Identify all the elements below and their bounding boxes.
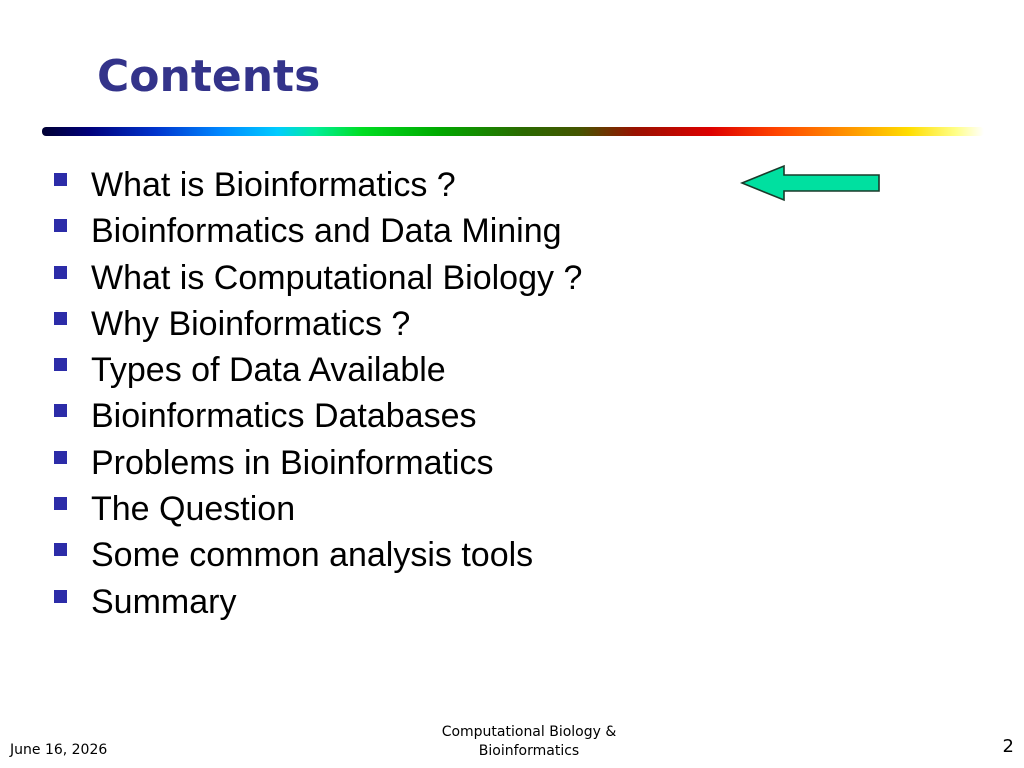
square-bullet-icon — [54, 312, 67, 325]
square-bullet-icon — [54, 358, 67, 371]
square-bullet-icon — [54, 266, 67, 279]
footer-date: June 16, 2026 — [10, 742, 108, 758]
list-item — [54, 162, 582, 208]
list-item-text: The Question — [91, 490, 296, 529]
list-item — [54, 532, 582, 578]
square-bullet-icon — [54, 219, 67, 232]
list-item — [54, 255, 582, 301]
contents-list — [54, 162, 582, 625]
list-item-text: What is Bioinformatics ? — [91, 166, 456, 204]
footer-title-line: Computational Biology & — [441, 724, 617, 740]
list-item-text: Bioinformatics and Data Mining — [91, 212, 562, 251]
list-item — [54, 208, 582, 254]
list-item-text: Types of Data Available — [91, 351, 446, 390]
rainbow-divider — [42, 127, 984, 136]
footer-title — [379, 723, 679, 761]
list-item — [54, 486, 582, 532]
square-bullet-icon — [54, 497, 67, 510]
square-bullet-icon — [54, 404, 67, 417]
slide-title: Contents — [97, 51, 321, 102]
list-item — [54, 440, 582, 486]
square-bullet-icon — [54, 590, 67, 603]
left-arrow-icon — [740, 164, 882, 202]
list-item — [54, 393, 582, 439]
list-item — [54, 579, 582, 625]
list-item-text: Some common analysis tools — [91, 536, 534, 575]
list-item-text: What is Computational Biology ? — [91, 258, 583, 297]
list-item-text: Bioinformatics Databases — [91, 397, 477, 436]
square-bullet-icon — [54, 451, 67, 464]
list-item-text: Summary — [91, 582, 237, 621]
footer-title-line: Bioinformatics — [478, 743, 580, 759]
list-item — [54, 301, 582, 347]
square-bullet-icon — [54, 543, 67, 556]
list-item-text: Why Bioinformatics ? — [91, 304, 411, 343]
slide-number: 2 — [1002, 736, 1014, 757]
square-bullet-icon — [54, 173, 67, 186]
list-item — [54, 347, 582, 393]
list-item-text: Problems in Bioinformatics — [91, 443, 494, 482]
